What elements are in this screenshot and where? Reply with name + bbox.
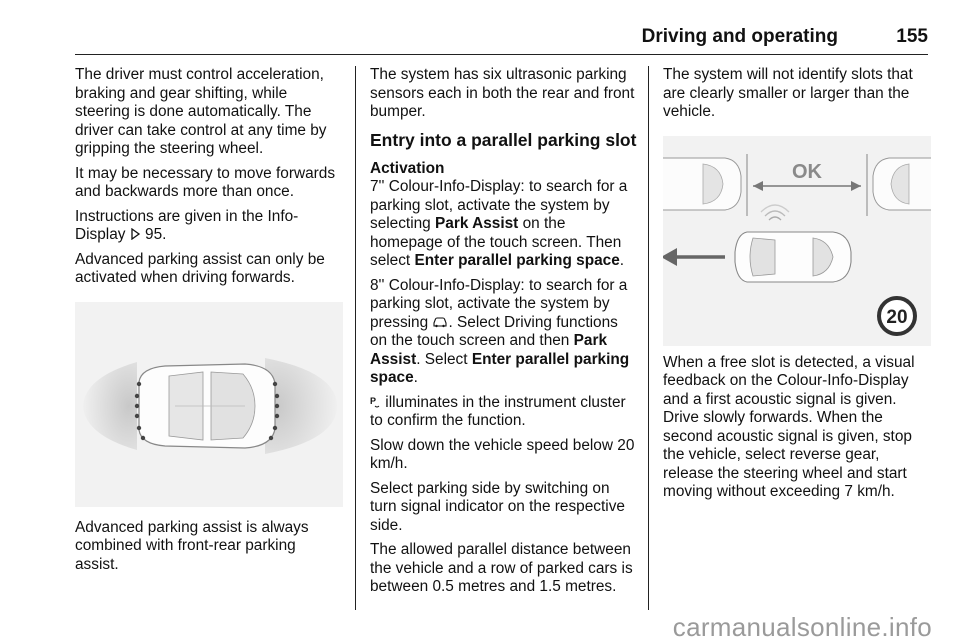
column-2 (370, 66, 638, 603)
paragraph-text: on the homepage of the touch screen. Then select (370, 215, 622, 269)
menu-term: Enter parallel parking space (370, 350, 630, 386)
paragraph-text: illuminates in the instrument cluster to confirm the function. (370, 393, 626, 429)
paragraph-text: . Select Driving functions on the touch screen and then (370, 313, 618, 349)
paragraph: Select parking side by switching on turn signal indicator on the respective side. (370, 479, 625, 534)
menu-term: Park Assist (370, 332, 608, 368)
figure-caption: Advanced parking assist is always combined with front-rear parking assist. (75, 518, 309, 573)
park-assist-indicator-icon (370, 394, 381, 411)
paragraph: The driver must control acceleration, braking and gear shifting, while steering is done automatically. The driver can take control at any time by gripping the steering wheel. (75, 66, 327, 157)
page-reference-icon (130, 226, 141, 243)
menu-term: Enter parallel parking space (414, 252, 620, 269)
column-1 (75, 66, 343, 580)
watermark: carmanualsonline.info (672, 612, 932, 642)
paragraph (75, 208, 343, 245)
paragraph: The system will not identify slots that are clearly smaller or larger than the vehicle. (663, 66, 913, 120)
figure-parking-sensors (75, 302, 343, 507)
paragraph: When a free slot is detected, a visual feedback on the Colour-Info-Display and a first acoustic signal is given. Drive slowly forwards. When the second acoustic signal is given, stop the vehicle, select reverse gear, release the steering wheel and start moving without exceeding 7 km/h. (663, 353, 915, 500)
paragraph-text: 8'' Colour-Info-Display: to search for a parking slot, activate the system by pressing (370, 276, 628, 331)
paragraph-text: Instructions are given in the Info-Display (75, 207, 299, 243)
paragraph-text: . Select (416, 350, 472, 368)
paragraph: Slow down the vehicle speed below 20 km/h. (370, 436, 635, 472)
paragraph (370, 178, 638, 271)
figure-parking-slot-detection (663, 136, 931, 346)
slot-detection-illustration (663, 136, 931, 346)
svg-text:P: P (370, 395, 377, 406)
section-title: Driving and operating (641, 26, 838, 47)
paragraph-text: . (413, 369, 418, 386)
page-header (75, 24, 928, 55)
paragraph (370, 277, 638, 388)
paragraph: Advanced parking assist can only be activated when driving forwards. (75, 250, 325, 286)
paragraph-text: . (619, 252, 625, 269)
paragraph-text: 7'' Colour-Info-Display: to search for a parking slot, activate the system by selecting (370, 178, 628, 232)
paragraph: The allowed parallel distance between the vehicle and a row of parked cars is between 0.5 metres and 1.5 metres. (370, 541, 633, 595)
menu-term: Park Assist (435, 215, 519, 232)
paragraph: It may be necessary to move forwards and backwards more than once. (75, 164, 336, 200)
ok-label: OK (792, 160, 822, 183)
speed-limit-label: 20 (886, 306, 908, 328)
paragraph: The system has six ultrasonic parking sensors each in both the rear and front bumper. (370, 66, 635, 120)
car-settings-button-icon (432, 314, 448, 331)
car-sensor-zones-illustration (75, 302, 343, 507)
column-divider (355, 66, 356, 610)
column-divider (648, 66, 649, 610)
page-number: 155 (896, 26, 928, 47)
section-heading: Entry into a parallel parking slot (370, 129, 637, 150)
column-3 (663, 66, 931, 508)
subsection-heading: Activation (370, 159, 445, 177)
paragraph (370, 394, 638, 431)
page-reference-link[interactable]: 95. (145, 226, 167, 243)
